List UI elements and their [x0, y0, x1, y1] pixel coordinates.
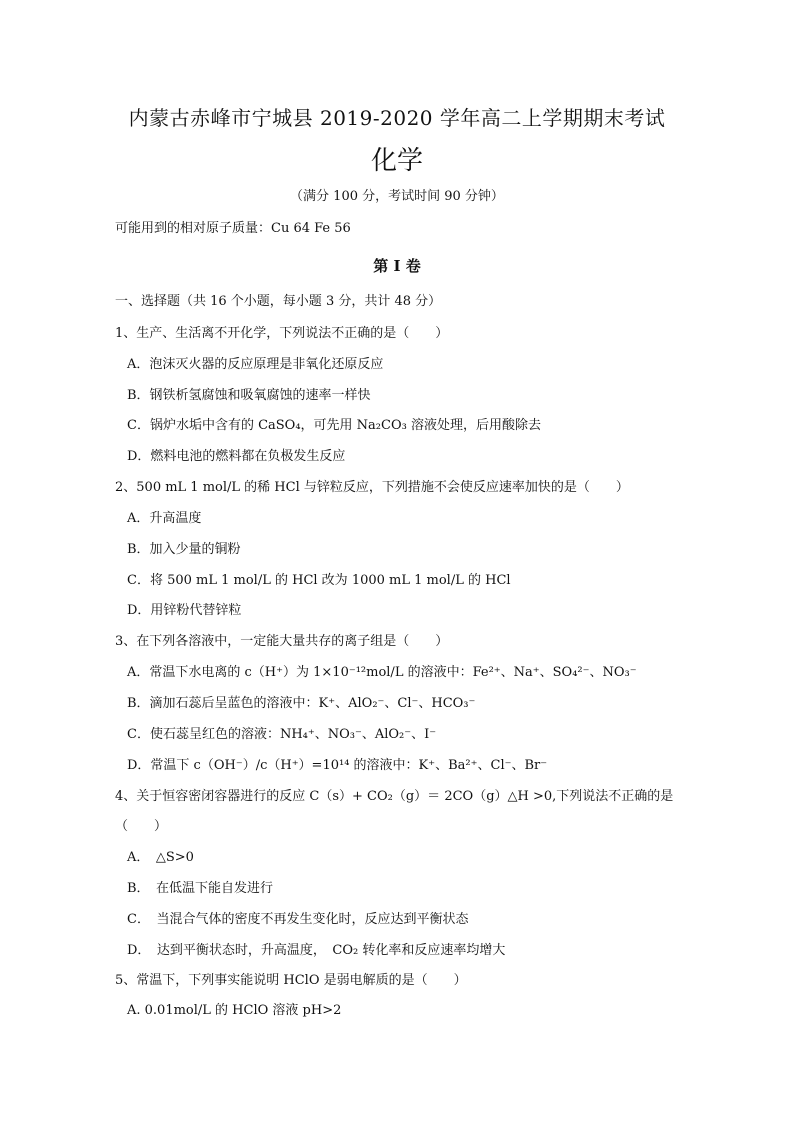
- question-4-option-d: D． 达到平衡状态时，升高温度， CO₂ 转化率和反应速率均增大: [127, 943, 506, 958]
- question-1-option-c: C．锅炉水垢中含有的 CaSO₄，可先用 Na₂CO₃ 溶液处理，后用酸除去: [127, 418, 541, 433]
- volume-title: 第 Ⅰ 卷: [373, 257, 421, 275]
- question-4-option-b: B． 在低温下能自发进行: [127, 881, 274, 896]
- subject-title: 化学: [370, 146, 423, 176]
- question-3-option-c: C．使石蕊呈红色的溶液：NH₄⁺、NO₃⁻、AlO₂⁻、I⁻: [127, 727, 437, 742]
- question-4-stem: 4、关于恒容密闭容器进行的反应 C（s）+ CO₂（g）＝ 2CO（g）△H >0,下列说法不正确的是: [115, 789, 674, 804]
- question-2-stem: 2、500 mL 1 mol/L 的稀 HCl 与锌粒反应，下列措施不会使反应速率加快的是（ ）: [115, 480, 629, 495]
- atomic-mass-note: 可能用到的相对原子质量：Cu 64 Fe 56: [115, 221, 351, 236]
- question-1-stem: 1、生产、生活离不开化学，下列说法不正确的是（ ）: [115, 326, 449, 341]
- question-4-option-a: A． △S>0: [127, 850, 194, 865]
- question-3-option-d: D．常温下 c（OH⁻）/c（H⁺）=10¹⁴ 的溶液中：K⁺、Ba²⁺、Cl⁻、Br⁻: [127, 758, 548, 773]
- question-1-option-a: A．泡沫灭火器的反应原理是非氧化还原反应: [127, 357, 384, 372]
- question-2-option-c: C．将 500 mL 1 mol/L 的 HCl 改为 1000 mL 1 mol/L 的 HCl: [127, 573, 511, 588]
- question-5-stem: 5、常温下，下列事实能说明 HClO 是弱电解质的是（ ）: [115, 973, 467, 988]
- section-heading: 一、选择题（共 16 个小题，每小题 3 分，共计 48 分）: [115, 294, 442, 309]
- question-4-option-c: C． 当混合气体的密度不再发生变化时，反应达到平衡状态: [127, 912, 469, 927]
- question-2-option-b: B．加入少量的铜粉: [127, 542, 241, 557]
- question-3-option-a: A．常温下水电离的 c（H⁺）为 1×10⁻¹²mol/L 的溶液中：Fe²⁺、Na⁺、SO₄²⁻、NO₃⁻: [127, 665, 637, 680]
- question-1-option-b: B．钢铁析氢腐蚀和吸氧腐蚀的速率一样快: [127, 388, 371, 403]
- question-2-option-d: D．用锌粉代替锌粒: [127, 603, 242, 618]
- question-4-stem-continued: （ ）: [115, 819, 168, 834]
- exam-info: （满分 100 分，考试时间 90 分钟）: [290, 189, 504, 204]
- question-3-stem: 3、在下列各溶液中，一定能大量共存的离子组是（ ）: [115, 634, 449, 649]
- question-5-option-a: A. 0.01mol/L 的 HClO 溶液 pH>2: [127, 1003, 342, 1018]
- question-2-option-a: A．升高温度: [127, 511, 202, 526]
- question-1-option-d: D．燃料电池的燃料都在负极发生反应: [127, 449, 346, 464]
- exam-title: 内蒙古赤峰市宁城县 2019-2020 学年高二上学期期末考试: [128, 106, 666, 130]
- question-3-option-b: B．滴加石蕊后呈蓝色的溶液中：K⁺、AlO₂⁻、Cl⁻、HCO₃⁻: [127, 696, 476, 711]
